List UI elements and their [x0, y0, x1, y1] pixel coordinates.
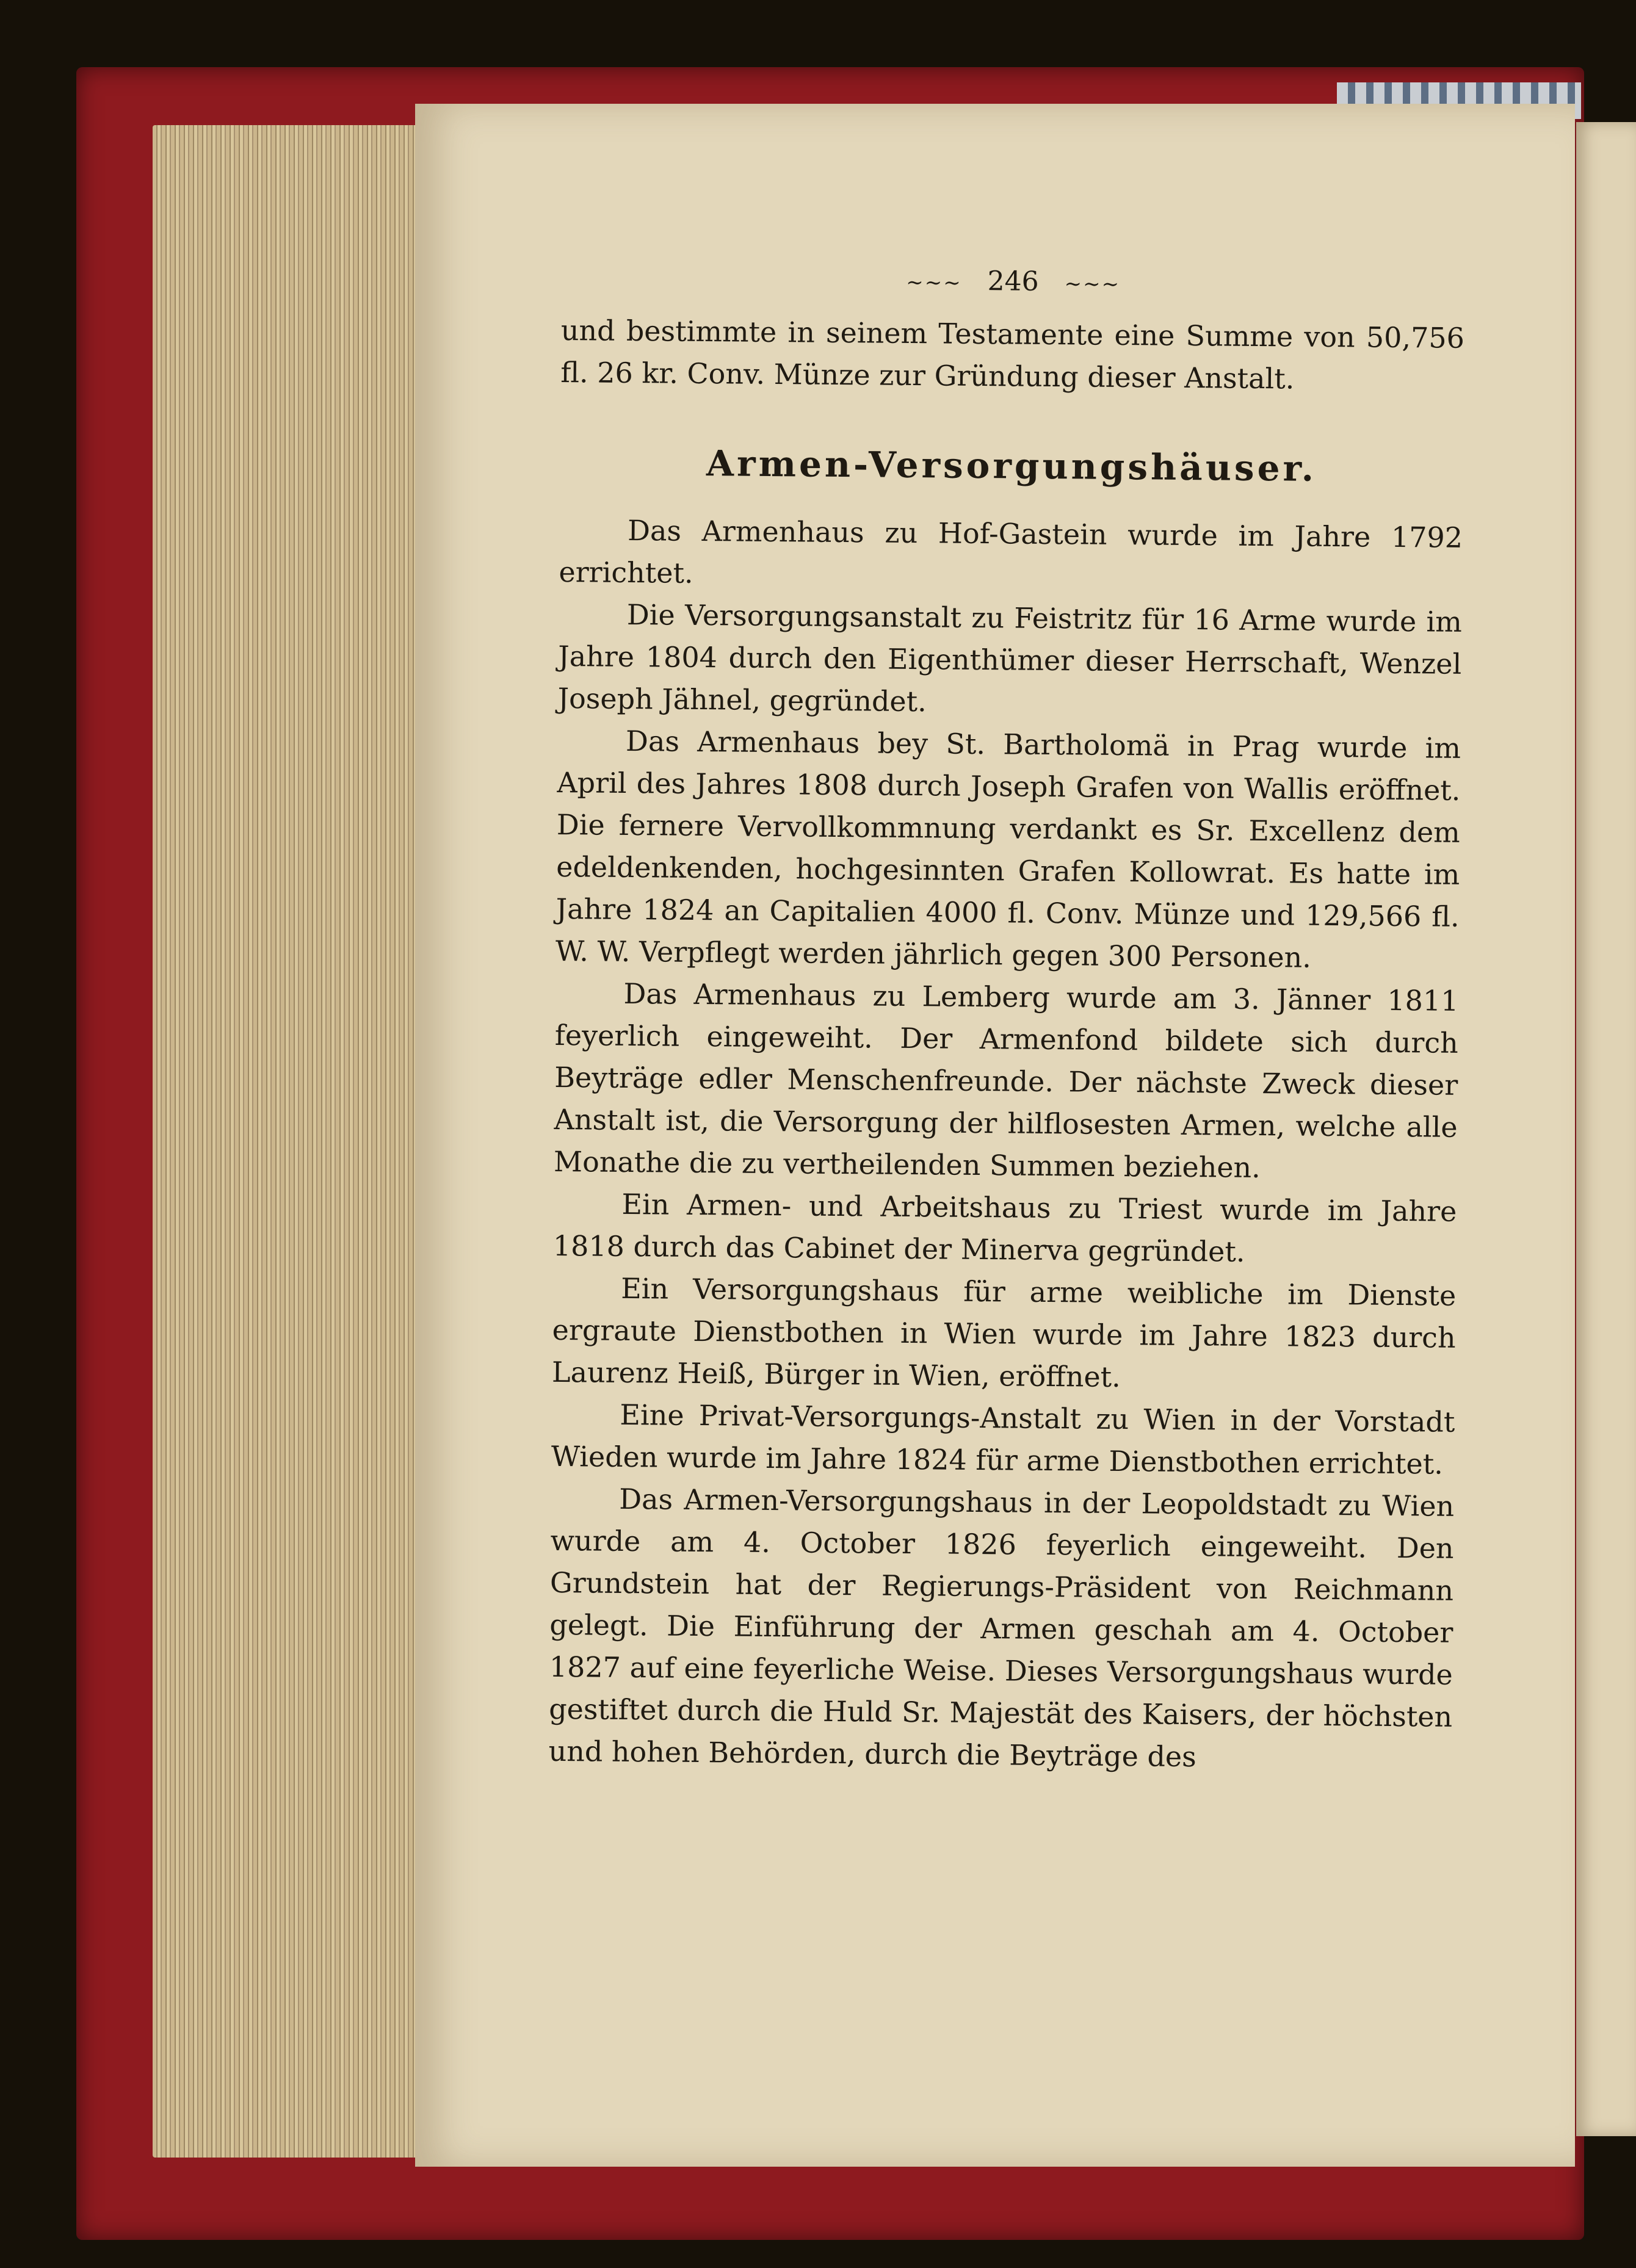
paragraph-wieden: Eine Privat-Versorgungs-Anstalt zu Wien in der Vorstadt Wieden wurde im Jahre 1824 für arme Dienstbothen errichtet.: [551, 1398, 1455, 1481]
page-text-block: [548, 256, 1465, 1780]
facing-page-edge: [1576, 122, 1636, 2136]
page-number: 246: [987, 265, 1039, 297]
paragraph-prag: Das Armenhaus bey St. Bartholomä in Prag wurde im April des Jahres 1808 durch Joseph Grafen von Wallis eröffnet. Die fernere Vervollkommnung verdankt es Sr. Excellenz dem edeldenkenden, hochgesinnten Grafen Kollowrat. Es hatte im Jahre 1824 an Capitalien 4000 fl. Conv. Münze und 129,566 fl. W. W. Verpflegt werden jährlich gegen 300 Personen.: [555, 724, 1461, 974]
page-header: [561, 256, 1465, 309]
paragraph-lemberg: Das Armenhaus zu Lemberg wurde am 3. Jänner 1811 feyerlich eingeweiht. Der Armenfond bildete sich durch Beyträge edler Menschenfreunde. Der nächste Zweck dieser Anstalt ist, die Versorgung der hilflosesten Armen, welche alle Monathe die zu vertheilenden Summen beziehen.: [553, 977, 1459, 1185]
page-edges: [153, 125, 421, 2158]
section-heading: Armen-Versorgungshäuser.: [706, 442, 1317, 489]
paragraph-leopoldstadt: Das Armen-Versorgungshaus in der Leopoldstadt zu Wien wurde am 4. October 1826 feyerlich eingeweiht. Den Grundstein hat der Regierungs-Präsident von Reichmann gelegt. Die Einführung der Armen geschah am 4. October 1827 auf eine feyerliche Weise. Dieses Versorgungshaus wurde gestiftet durch die Huld Sr. Majestät des Kaisers, der höchsten und hohen Behörden, durch die Beyträge des: [548, 1482, 1455, 1774]
header-ornament-left: ~~~: [906, 270, 962, 295]
paragraph-triest: Ein Armen- und Arbeitshaus zu Triest wurde im Jahre 1818 durch das Cabinet der Minerva gegründet.: [552, 1187, 1457, 1268]
continuation-paragraph: und bestimmte in seinem Testamente eine Summe von 50,756 fl. 26 kr. Conv. Münze zur Gründung dieser Anstalt.: [560, 313, 1465, 395]
paragraph-feistritz: Die Versorgungsanstalt zu Feistritz für 16 Arme wurde im Jahre 1804 durch den Eigenthümer dieser Herrschaft, Wenzel Joseph Jähnel, gegründet.: [557, 598, 1463, 718]
paragraph-wien-dienstbothen: Ein Versorgungshaus für arme weibliche im Dienste ergraute Dienstbothen in Wien wurde im Jahre 1823 durch Laurenz Heiß, Bürger in Wien, eröffnet.: [551, 1271, 1457, 1394]
header-ornament-right: ~~~: [1064, 272, 1121, 297]
paragraph-hof-gastein: Das Armenhaus zu Hof-Gastein wurde im Jahre 1792 errichtet.: [559, 513, 1463, 590]
